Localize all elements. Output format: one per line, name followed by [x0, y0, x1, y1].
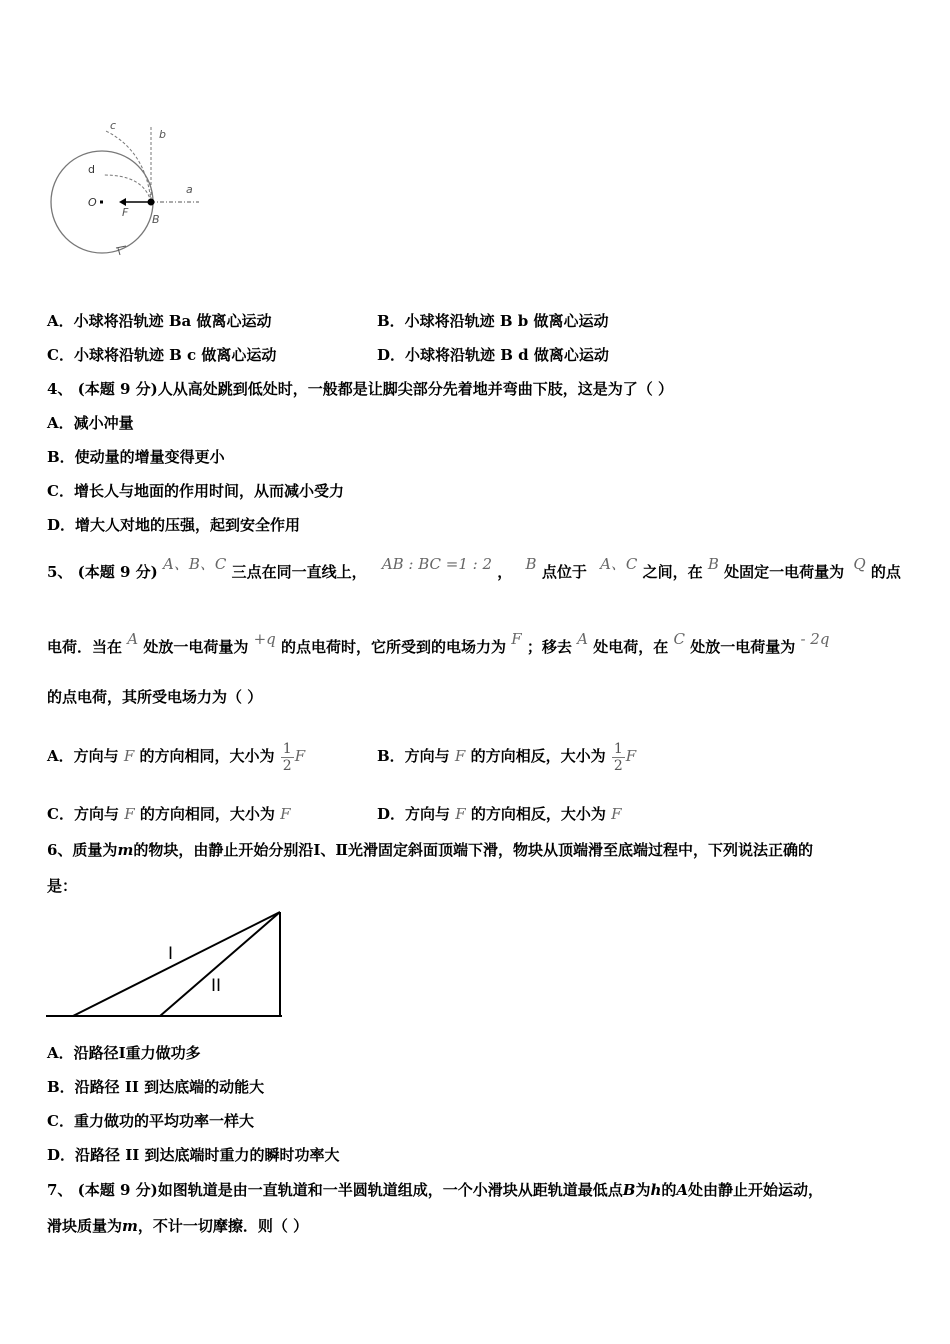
q7-stem-line2: [47, 1216, 308, 1236]
math-b: B: [622, 1181, 636, 1199]
q5-text: 处放一电荷量为: [690, 638, 796, 656]
math-f: F: [625, 747, 637, 765]
q5-option-d: [377, 804, 622, 824]
math-f: F: [280, 805, 291, 823]
fraction-denominator: 2: [613, 757, 623, 774]
q5-stem-line3: 的点电荷，其所受电场力为（ ）: [47, 688, 263, 706]
q6-option-d: D．沿路径 II 到达底端时重力的瞬时功率大: [47, 1146, 340, 1164]
q5-text: 的点电荷时，它所受到的电场力为: [280, 638, 506, 656]
math-f: F: [123, 747, 135, 765]
q5-text: ，: [497, 563, 513, 581]
option-text: D．方向与: [377, 805, 451, 823]
q4-option-a: A．减小冲量: [47, 414, 134, 432]
trajectory-d: [104, 175, 151, 202]
q5-text: 之间，在: [642, 563, 703, 581]
q3-option-a: A．小球将沿轨迹 Ba 做离心运动: [47, 312, 272, 330]
q6-option-a: A．沿路径Ⅰ重力做功多: [47, 1044, 201, 1062]
trajectory-c: [106, 131, 151, 202]
label-F: F: [122, 206, 129, 219]
math-b2: B: [707, 555, 719, 573]
option-text: 的方向相同，大小为: [139, 805, 275, 823]
math-ratio: AB : BC =1 : 2: [381, 555, 493, 573]
q5-option-c: [47, 804, 291, 824]
q7-text: 滑块质量为: [47, 1217, 123, 1235]
math-f: F: [611, 805, 622, 823]
math-c: C: [673, 630, 685, 648]
q6-option-c: C．重力做功的平均功率一样大: [47, 1112, 254, 1130]
math-plus-q: +q: [253, 630, 276, 648]
label-II: II: [211, 976, 222, 996]
math-m: m: [122, 1217, 138, 1235]
math-f: F: [124, 805, 135, 823]
q5-text: 点位于: [541, 563, 587, 581]
q7-text: 的: [661, 1181, 677, 1199]
fraction-one-half: [281, 741, 294, 774]
q5-text: ；移去: [526, 638, 572, 656]
math-a: A: [676, 1181, 689, 1199]
label-I: I: [168, 944, 174, 964]
math-f: F: [455, 805, 466, 823]
q5-text: 处电荷，在: [593, 638, 669, 656]
q6-stem-line1: [47, 840, 813, 860]
q5-prefix: 5、 (本题 9 分): [47, 563, 158, 581]
math-m: m: [117, 841, 134, 859]
q3-option-c: C．小球将沿轨迹 B c 做离心运动: [47, 346, 277, 364]
q6-option-b: B．沿路径 II 到达底端的动能大: [47, 1078, 265, 1096]
math-f: F: [511, 630, 522, 648]
math-f: F: [294, 747, 306, 765]
option-text: 的方向相反，大小为: [470, 747, 606, 765]
label-c: c: [110, 119, 117, 132]
option-text: C．方向与: [47, 805, 119, 823]
label-b: b: [159, 128, 166, 141]
q5-option-b: [377, 737, 636, 775]
q7-text: 7、 (本题 9 分)如图轨道是由一直轨道和一半圆轨道组成，一个小滑块从距轨道最低点: [47, 1181, 623, 1199]
q6-text: 的物块，由静止开始分别沿Ⅰ、Ⅱ光滑固定斜面顶端下滑，物块从顶端滑至底端过程中，下列说法正确的: [133, 841, 813, 859]
label-d: d: [88, 163, 95, 176]
q7-text: 为: [635, 1181, 651, 1199]
q4-option-c: C．增长人与地面的作用时间，从而减小受力: [47, 482, 344, 500]
q4-option-b: B．使动量的增量变得更小: [47, 448, 225, 466]
incline-figure: [44, 905, 289, 1023]
q5-text: 电荷．当在: [47, 638, 123, 656]
option-text: 的方向相反，大小为: [470, 805, 606, 823]
q5-text: 的点: [870, 563, 901, 581]
ball-B: [148, 199, 155, 206]
math-minus-2q: - 2q: [800, 630, 830, 648]
math-Q: Q: [853, 555, 866, 573]
label-a: a: [186, 183, 193, 196]
q7-text: 处由静止开始运动，: [688, 1181, 824, 1199]
center-dot: [100, 201, 103, 204]
q6-text: 6、质量为: [47, 841, 118, 859]
q3-option-d: D．小球将沿轨迹 B d 做离心运动: [377, 346, 609, 364]
math-abc: A、B、C: [162, 555, 227, 573]
option-text: A．方向与: [47, 747, 119, 765]
math-ac: A、C: [600, 555, 638, 573]
q4-option-d: D．增大人对地的压强，起到安全作用: [47, 516, 301, 534]
q5-text: 处固定一电荷量为: [724, 563, 845, 581]
option-text: B．方向与: [377, 747, 450, 765]
q7-text: ，不计一切摩擦．则（ ）: [137, 1217, 309, 1235]
label-B: B: [152, 213, 160, 226]
force-arrow-head: [119, 198, 126, 206]
math-b: B: [525, 555, 537, 573]
circular-motion-figure: [44, 115, 214, 265]
q7-stem-line1: [47, 1180, 823, 1200]
q5-text: 三点在同一直线上，: [231, 563, 367, 581]
fraction-numerator: 1: [613, 740, 623, 757]
q5-stem-line1: [47, 555, 901, 582]
math-a: A: [127, 630, 139, 648]
math-h: h: [650, 1181, 662, 1199]
q5-option-a: [47, 737, 305, 775]
q4-stem: 4、 (本题 9 分)人从高处跳到低处时，一般都是让脚尖部分先着地并弯曲下肢，这是为了（ ）: [47, 380, 673, 398]
fraction-numerator: 1: [282, 740, 292, 757]
q6-stem-line2: 是：: [47, 877, 78, 895]
option-text: 的方向相同，大小为: [139, 747, 275, 765]
math-a2: A: [577, 630, 588, 648]
q5-stem-line2: [47, 630, 830, 657]
fraction-denominator: 2: [282, 757, 292, 774]
label-O: O: [88, 196, 97, 209]
q5-text: 处放一电荷量为: [143, 638, 249, 656]
math-f: F: [454, 747, 466, 765]
q3-option-b: B．小球将沿轨迹 B b 做离心运动: [377, 312, 609, 330]
fraction-one-half: [612, 741, 625, 774]
